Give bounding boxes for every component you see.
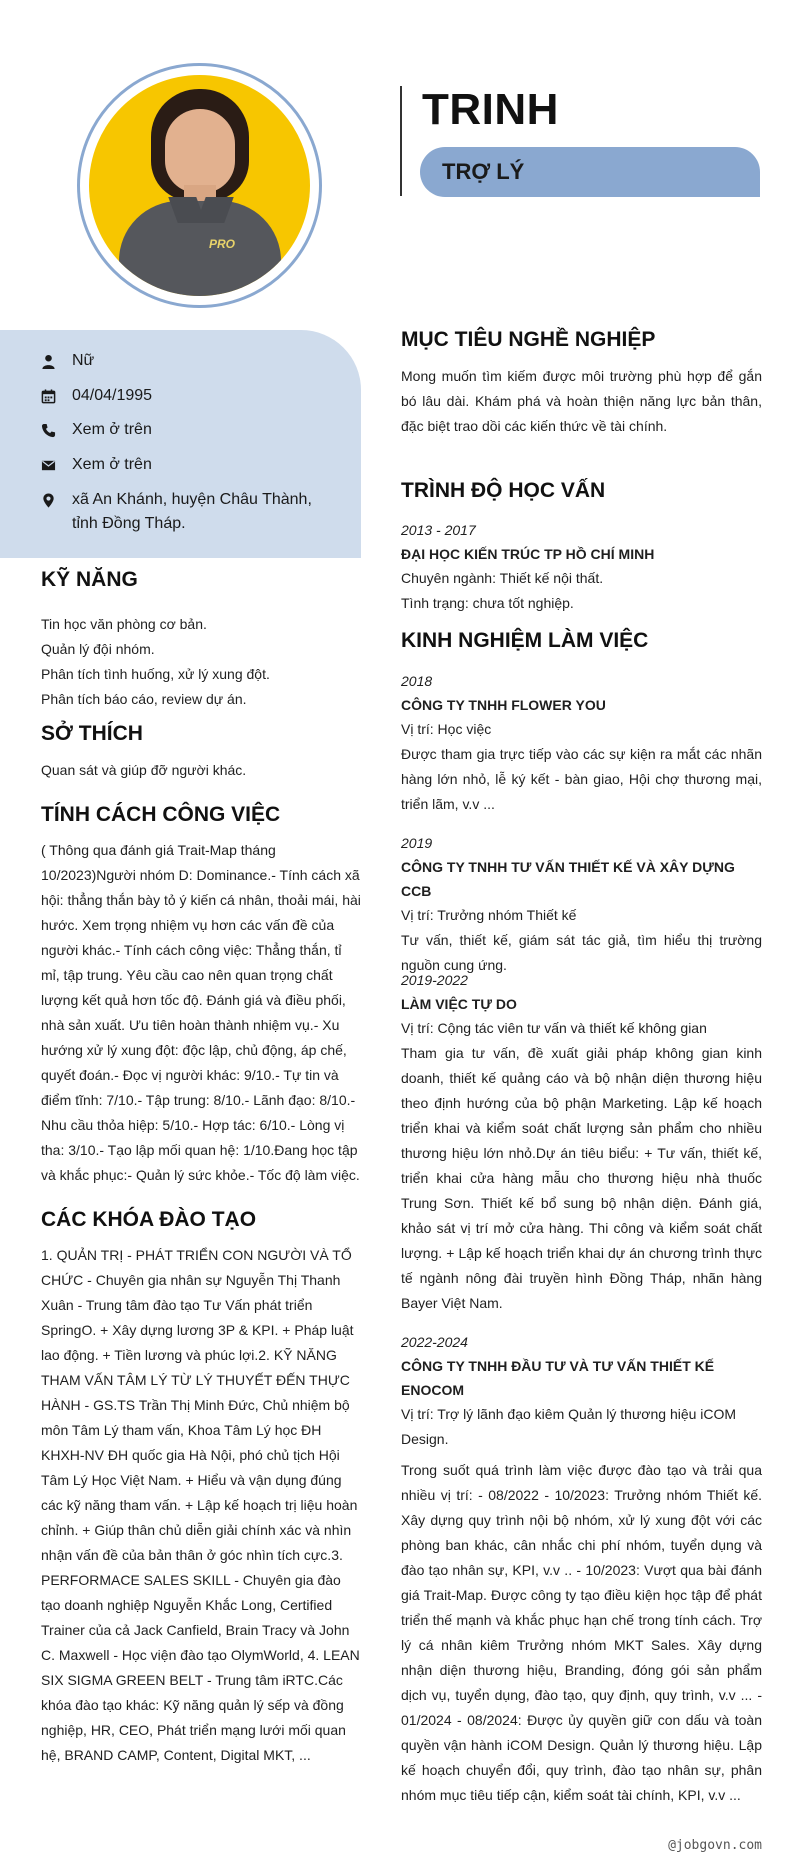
- job-entry: [401, 831, 762, 978]
- list-item: Phân tích báo cáo, review dự án.: [41, 691, 247, 707]
- list-item: Phân tích tình huống, xử lý xung đột.: [41, 666, 270, 682]
- contact-address: xã An Khánh, huyện Châu Thành, tỉnh Đồng Tháp.: [41, 488, 332, 536]
- education-major: Chuyên ngành: Thiết kế nội thất.: [401, 570, 604, 586]
- list-item: Tin học văn phòng cơ bản.: [41, 616, 207, 632]
- education-school: ĐẠI HỌC KIẾN TRÚC TP HỒ CHÍ MINH: [401, 546, 655, 562]
- experience-title: KINH NGHIỆM LÀM VIỆC: [401, 629, 649, 652]
- watermark: @jobgovn.com: [668, 1838, 762, 1853]
- candidate-role: TRỢ LÝ: [442, 159, 525, 184]
- job-entry: [401, 669, 762, 817]
- education-title: TRÌNH ĐỘ HỌC VẤN: [401, 479, 606, 502]
- job-description: Tư vấn, thiết kế, giám sát tác giả, tìm hiểu thị trường nguồn cung ứng.: [401, 932, 762, 973]
- phone-icon: [41, 418, 63, 442]
- education-period: 2013 - 2017: [401, 522, 476, 538]
- objective-text: Mong muốn tìm kiếm được môi trường phù hợp để gắn bó lâu dài. Khám phá và hoàn thiện năng lực bản thân, đặc biệt trao dồi các kiến thức về tài chính.: [401, 368, 762, 434]
- hobbies-text: Quan sát và giúp đỡ người khác.: [41, 762, 247, 778]
- job-period: 2019: [401, 835, 433, 851]
- job-position: Vị trí: Học việc: [401, 721, 492, 737]
- mail-icon: [41, 453, 63, 477]
- skills-title: KỸ NĂNG: [41, 568, 138, 591]
- person-icon: [41, 349, 63, 373]
- education-status: Tình trạng: chưa tốt nghiệp.: [401, 595, 574, 611]
- job-description: Được tham gia trực tiếp vào các sự kiện ra mắt các nhãn hàng lớn nhỏ, lễ ký kết - bàn giao, Hội chợ thương mại, triển lãm, v.v ...: [401, 746, 762, 812]
- contact-phone: Xem ở trên: [41, 418, 332, 442]
- hobbies-title: SỞ THÍCH: [41, 722, 143, 745]
- objective-title: MỤC TIÊU NGHỀ NGHIỆP: [401, 328, 656, 351]
- shirt-logo: PRO: [209, 237, 236, 251]
- skills-list: [41, 612, 361, 712]
- personality-title: TÍNH CÁCH CÔNG VIỆC: [41, 803, 281, 826]
- contact-gender: Nữ: [41, 349, 332, 373]
- contact-email: Xem ở trên: [41, 453, 332, 477]
- personality-text: ( Thông qua đánh giá Trait-Map tháng 10/2023)Người nhóm D: Dominance.- Tính cách xã hội: thẳng thắn bày tỏ ý kiến cá nhân, thoải mái, hài hước. Xem trọng nhiệm vụ hơn các vấn đề của người khác.- Tính cách công việc: Thẳng thắn, tỉ mỉ, tập trung. Yêu cầu cao nên quan trọng chất lượng kết quả hơn tốc độ. Đánh giá và điều phối, nhà sản xuất. Ưu tiên hoàn thành nhiệm vụ.- Xu hướng xử lý xung đột: độc lập, chủ động, áp chế, quyết đoán.- Đọc vị người khác: 9/10.- Tự tin và điểm tĩnh: 7/10.- Tập trung: 8/10.- Lãnh đạo: 8/10.- Nhu cầu thỏa hiệp: 5/10.- Hợp tác: 6/10.- Lòng vị tha: 3/10.- Tạo lập mối quan hệ: 1/10.Đang học tập và khắc phục:- Quản lý sức khỏe.- Tốc độ làm việc.: [41, 842, 361, 1183]
- courses-title: CÁC KHÓA ĐÀO TẠO: [41, 1208, 257, 1231]
- job-position: Vị trí: Trợ lý lãnh đạo kiêm Quản lý thương hiệu iCOM Design.: [401, 1406, 737, 1447]
- job-period: 2022-2024: [401, 1334, 468, 1350]
- job-description: Trong suốt quá trình làm việc được đào tạo và trải qua nhiều vị trí: - 08/2022 - 10/2023: Trưởng nhóm Thiết kế. Xây dựng quy trình nội bộ nhóm, xử lý xung đột với các phòng ban khác, cân nhắc chi phí nhóm, tuyển dụng và đào tạo nhân sự, KPI, v.v .. - 10/2023: Vượt qua bài đánh giá Trait-Map. Được công ty tạo điều kiện học tập để phát triển thế mạnh và khắc phục hạn chế trong tính cách. Trợ lý cá nhân kiêm Trưởng nhóm MKT Sales. Xây dựng nhận diện thương hiệu, Branding, đóng gói sản phẩm dịch vụ, tuyển dụng, đào tạo, quy định, quy trình, v.v ... - 01/2024 - 08/2024: Được ủy quyền giữ con dấu và toàn quyền vận hành iCOM Design. Quản lý thương hiệu. Lập kế hoạch chuyển đổi, quy trình, đào tạo nhân sự, phân nhóm mục tiêu tiếp cận, kiểm soát tài chính, KPI, v.v ...: [401, 1462, 762, 1803]
- job-company: CÔNG TY TNHH FLOWER YOU: [401, 697, 606, 713]
- job-position: Vị trí: Trưởng nhóm Thiết kế: [401, 907, 577, 923]
- profile-photo: [89, 75, 310, 296]
- list-item: Quản lý đội nhóm.: [41, 641, 155, 657]
- location-pin-icon: [41, 488, 63, 512]
- job-position: Vị trí: Cộng tác viên tư vấn và thiết kế không gian: [401, 1020, 707, 1036]
- courses-text: 1. QUẢN TRỊ - PHÁT TRIỂN CON NGƯỜI VÀ TỔ CHỨC - Chuyên gia nhân sự Nguyễn Thị Thanh Xuân - Trung tâm đào tạo Tư Vấn phát triển SpringO. + Xây dựng lương 3P & KPI. + Pháp luật lao động. + Tiền lương và phúc lợi.2. KỸ NĂNG THAM VẤN TÂM LÝ TỪ LÝ THUYẾT ĐẾN THỰC HÀNH - GS.TS Trần Thị Minh Đức, Chủ nhiệm bộ môn Tâm Lý tham vấn, Khoa Tâm Lý học ĐH KHXH-NV ĐH quốc gia Hà Nội, phó chủ tịch Hội Tâm Lý Học Việt Nam. + Hiểu và vận dụng đúng các kỹ năng tham vấn. + Lập kế hoạch trị liệu hoàn chỉnh. + Giúp thân chủ diễn giải chính xác và nhìn nhận vấn đề của bản thân ở góc nhìn tích cực.3. PERFORMACE SALES SKILL - Chuyên gia đào tạo doanh nghiệp Nguyễn Khắc Long, Certified Trainer của cả Jack Canfield, Brain Tracy và John C. Maxwell - Học viện đào tạo OlymWorld, 4. LEAN SIX SIGMA GREEN BELT - Trung tâm iRTC.Các khóa đào tạo khác: Kỹ năng quản lý sếp và đồng nghiệp, HR, CEO, Phát triển mạng lưới mối quan hệ, BRAND CAMP, Content, Digital MKT, ...: [41, 1247, 360, 1763]
- job-company: CÔNG TY TNHH ĐẦU TƯ VÀ TƯ VẤN THIẾT KẾ ENOCOM: [401, 1358, 715, 1398]
- calendar-icon: [41, 384, 63, 408]
- job-period: 2018: [401, 673, 433, 689]
- job-company: CÔNG TY TNHH TƯ VẤN THIẾT KẾ VÀ XÂY DỰNG CCB: [401, 859, 735, 899]
- job-entry: [401, 968, 762, 1316]
- header-divider: [400, 86, 402, 196]
- contact-birthday: 04/04/1995: [41, 384, 332, 408]
- job-period: 2019-2022: [401, 972, 468, 988]
- job-description: Tham gia tư vấn, đề xuất giải pháp không gian kinh doanh, thiết kế quảng cáo và bộ nhận diện thương hiệu theo định hướng của bộ phận Marketing. Lập kế hoạch triển khai và kiểm soát chất lượng sản phẩm cho nhiều thương hiệu lớn nhỏ.Dự án tiêu biểu: + Tư vấn, thiết kế, triển khai cửa hàng mẫu cho thương hiệu nhà thuốc Trung Sơn. Thiết kế bổ sung bộ nhận diện. Đánh giá, khảo sát vị trí mở cửa hàng. Thi công và kiểm soát chất lượng. + Lập kế hoạch triển khai dự án chương trình thực tế ngành nông đài truyền hình Đồng Tháp, nhãn hàng Bayer Việt Nam.: [401, 1045, 762, 1311]
- education-entry: [401, 518, 762, 616]
- candidate-name: TRINH: [422, 85, 559, 134]
- job-company: LÀM VIỆC TỰ DO: [401, 996, 517, 1012]
- job-entry: [401, 1330, 762, 1808]
- profile-photo-frame: [77, 63, 322, 308]
